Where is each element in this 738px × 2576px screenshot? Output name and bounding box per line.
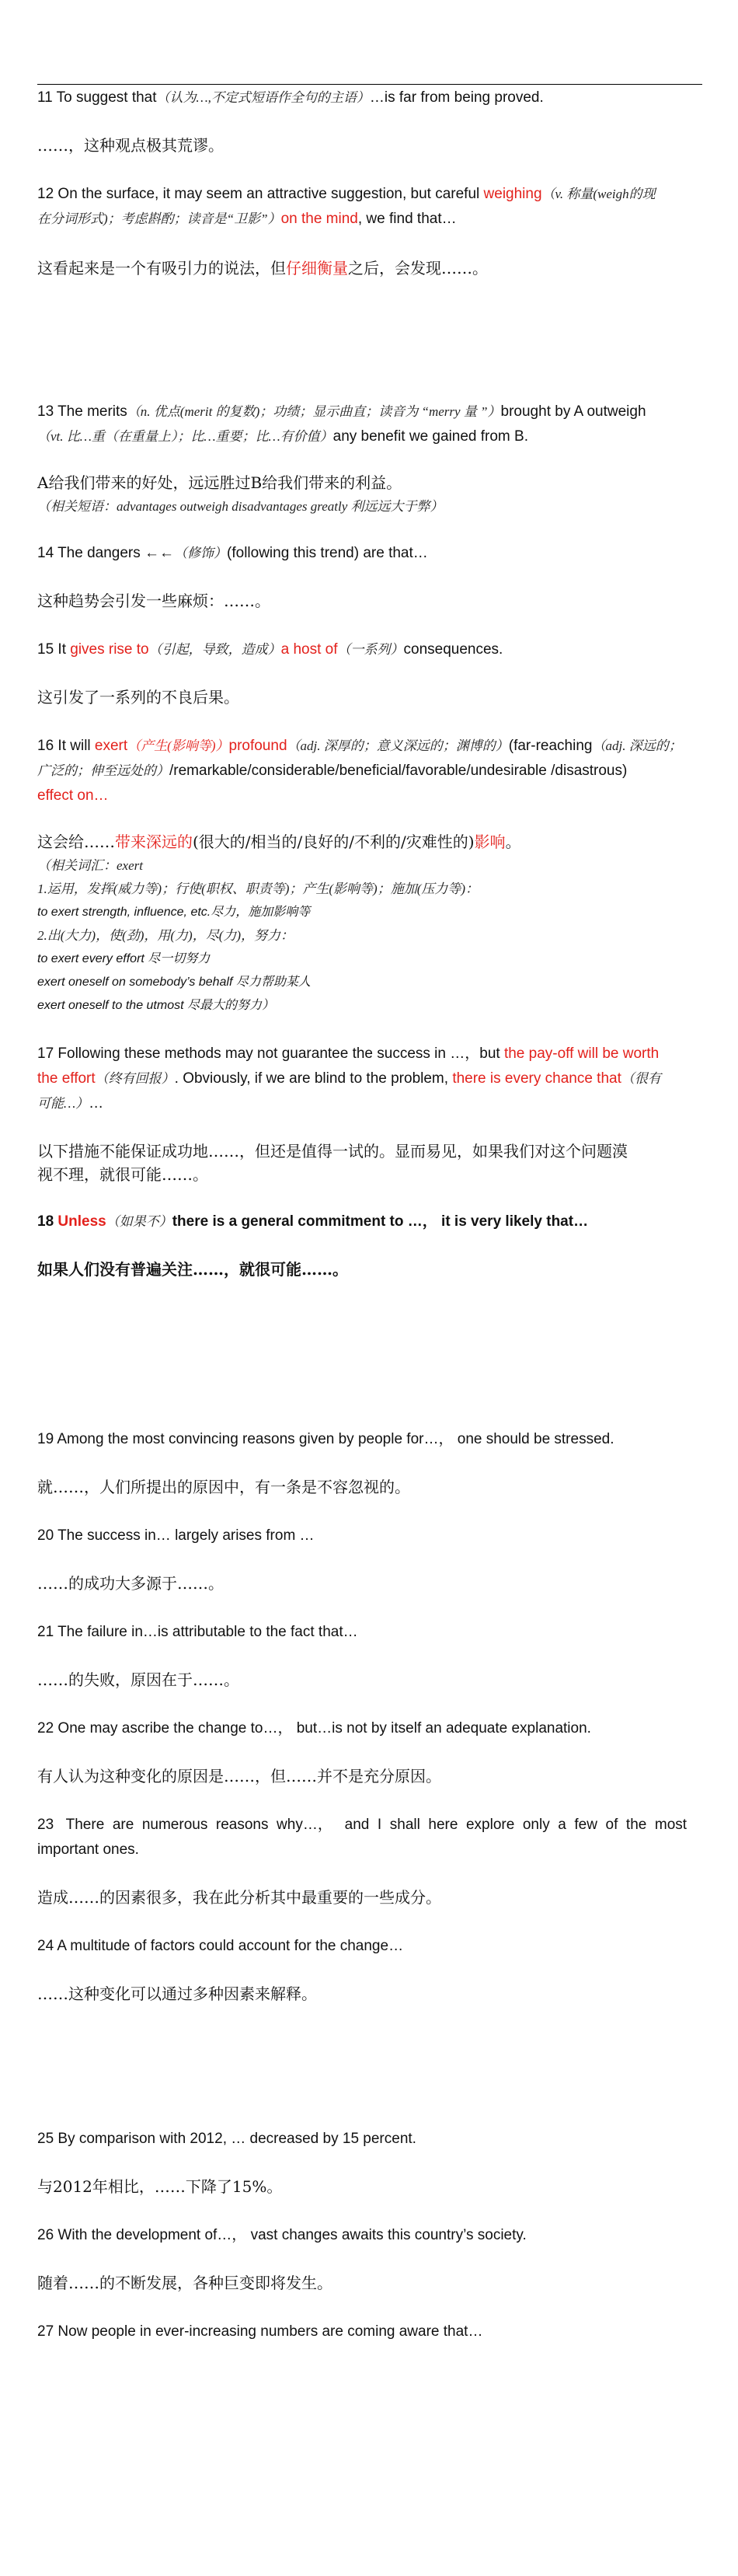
item-27: 27 Now people in ever-increasing numbers are coming aware that… <box>37 2323 483 2340</box>
item-13: 13 The merits（n. 优点(merit 的复数)；功绩；显示曲直；读音为 “merry 量 ”）brought by A outweigh <box>37 403 646 420</box>
item-20: 20 The success in… largely arises from … <box>37 1527 315 1544</box>
item-24-translation: ……这种变化可以通过多种因素来解释。 <box>37 1984 317 2003</box>
item-26: 26 With the development of…， vast changes awaits this country’s society. <box>37 2227 527 2243</box>
item-11-translation: ……，这种观点极其荒谬。 <box>37 136 224 155</box>
item-21-translation: ……的失败，原因在于……。 <box>37 1670 239 1689</box>
item-16-continued-2: effect on… <box>37 787 109 804</box>
item-16-note-1: （相关词汇：exert <box>37 858 143 873</box>
item-17-translation: 以下措施不能保证成功地……，但还是值得一试的。显而易见，如果我们对这个问题漠 <box>37 1142 628 1161</box>
item-26-translation: 随着……的不断发展，各种巨变即将发生。 <box>37 2274 332 2292</box>
item-23-continued: important ones. <box>37 1841 139 1858</box>
item-13-continued: （vt. 比…重（在重量上）；比…重要；比…有价值）any benefit we gained from B. <box>37 428 528 445</box>
item-16-note-2: 1.运用，发挥(威力等)；行使(职权、职责等)；产生(影响等)；施加(压力等)： <box>37 881 479 896</box>
item-12-translation: 这看起来是一个有吸引力的说法，但仔细衡量之后，会发现……。 <box>37 259 488 277</box>
item-17-continued: the effort（终有回报）. Obviously, if we are blind to the problem, there is every chance that（很有 <box>37 1070 661 1087</box>
item-15-translation: 这引发了一系列的不良后果。 <box>37 688 239 707</box>
item-19: 19 Among the most convincing reasons given by people for…， one should be stressed. <box>37 1431 614 1447</box>
item-23-translation: 造成……的因素很多，我在此分析其中最重要的一些成分。 <box>37 1888 441 1907</box>
item-16-note-5: to exert every effort 尽一切努力 <box>37 952 211 965</box>
item-16-continued: 广泛的；伸至远处的）/remarkable/considerable/beneficial/favorable/undesirable /disastrous) <box>37 763 628 779</box>
item-17-translation-continued: 视不理，就很可能……。 <box>37 1165 208 1184</box>
item-17: 17 Following these methods may not guarantee the success in …，but the pay-off will be worth <box>37 1045 660 1062</box>
item-22: 22 One may ascribe the change to…， but…is not by itself an adequate explanation. <box>37 1720 591 1737</box>
item-25-translation: 与2012年相比，……下降了15%。 <box>37 2177 283 2196</box>
item-18-translation: 如果人们没有普遍关注……，就很可能……。 <box>37 1260 348 1279</box>
item-13-translation: A给我们带来的好处，远远胜过B给我们带来的利益。 <box>37 473 402 492</box>
item-13-note: （相关短语：advantages outweigh disadvantages greatly 利远远大于弊） <box>37 499 444 514</box>
item-19-translation: 就……，人们所提出的原因中，有一条是不容忽视的。 <box>37 1478 410 1496</box>
item-17-continued-2: 可能…）… <box>37 1095 104 1112</box>
item-16-note-7: exert oneself to the utmost 尽最大的努力） <box>37 999 274 1012</box>
item-16: 16 It will exert（产生(影响等)）profound（adj. 深厚的；意义深远的；渊博的）(far-reaching（adj. 深远的； <box>37 738 682 754</box>
item-24: 24 A multitude of factors could account for the change… <box>37 1938 404 1954</box>
item-25: 25 By comparison with 2012, … decreased by 15 percent. <box>37 2131 416 2147</box>
item-16-note-4: 2.出(大力)，使(劲)，用(力)，尽(力)，努力： <box>37 928 294 943</box>
item-21: 21 The failure in…is attributable to the fact that… <box>37 1624 358 1640</box>
item-12: 12 On the surface, it may seem an attractive suggestion, but careful weighing（v. 称量(weigh的现 <box>37 186 656 202</box>
item-18: 18 Unless（如果不）there is a general commitment to …， it is very likely that… <box>37 1213 589 1230</box>
item-15: 15 It gives rise to（引起，导致，造成）a host of（一系列）consequences. <box>37 641 503 658</box>
item-14-translation: 这种趋势会引发一些麻烦：……。 <box>37 592 270 610</box>
item-12-continued: 在分词形式)；考虑斟酌；读音是“卫影”）on the mind, we find that… <box>37 211 457 227</box>
item-22-translation: 有人认为这种变化的原因是……，但……并不是充分原因。 <box>37 1767 441 1785</box>
item-16-note-6: exert oneself on somebody’s behalf 尽力帮助某人 <box>37 976 311 989</box>
item-23: 23 There are numerous reasons why…， and I shall here explore only a few of the most <box>37 1817 688 1833</box>
item-16-translation: 这会给……带来深远的(很大的/相当的/良好的/不利的/灾难性的)影响。 <box>37 832 521 851</box>
item-20-translation: ……的成功大多源于……。 <box>37 1574 224 1593</box>
top-divider <box>37 84 702 85</box>
item-16-note-3: to exert strength, influence, etc.尽力，施加影响等 <box>37 906 311 919</box>
item-14: 14 The dangers ←←（修饰）(following this trend) are that… <box>37 545 428 561</box>
item-11: 11 To suggest that（认为…,不定式短语作全句的主语）…is far from being proved. <box>37 89 544 106</box>
